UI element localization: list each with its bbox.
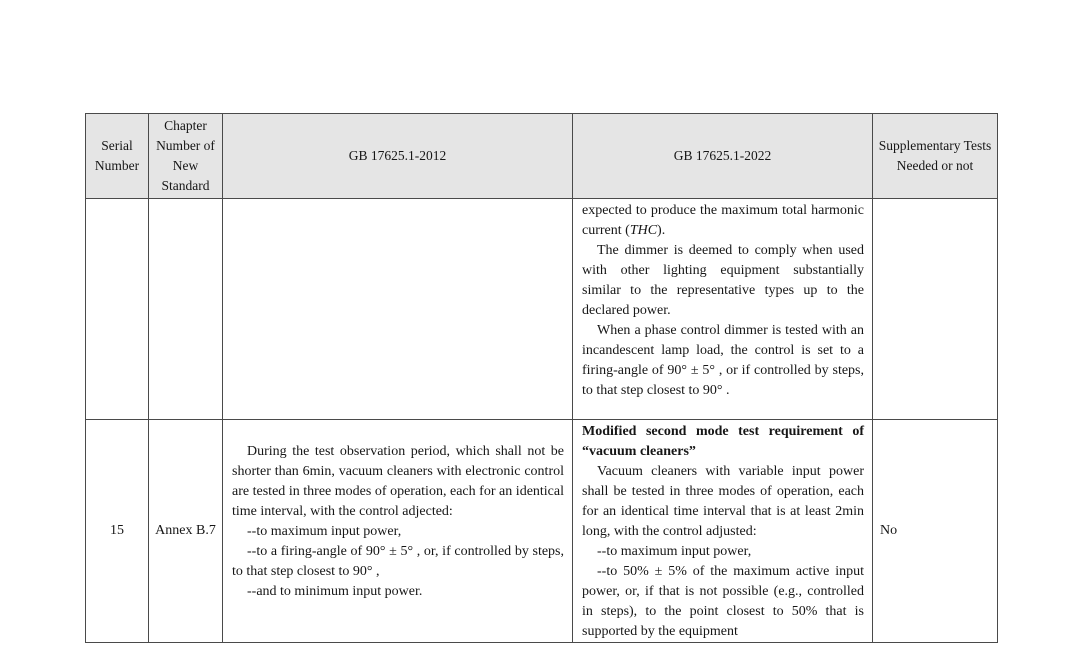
paragraph-text: ). xyxy=(657,223,666,238)
cell-chapter-number: Annex B.7 xyxy=(149,420,223,643)
italic-term-thc: THC xyxy=(629,223,658,238)
list-item-dash: --to a firing-angle of 90° ± 5° , or, if controlled by steps, to that step closest to 90° , xyxy=(232,544,564,579)
cell-gb2012-empty xyxy=(223,199,573,420)
paragraph: When a phase control dimmer is tested with an incandescent lamp load, the control is set to a firing-angle of 90° ± 5° , or if controlled by steps, to that step closest to 90° . xyxy=(582,323,864,398)
table-header-row xyxy=(86,114,998,199)
cell-gb2022-continuation xyxy=(573,199,873,420)
header-gb-2022: GB 17625.1-2022 xyxy=(573,114,873,199)
list-item-dash: --to maximum input power, xyxy=(597,544,752,559)
paragraph: The dimmer is deemed to comply when used with other lighting equipment substantially similar to the representative types up to the declared power. xyxy=(582,243,864,318)
paragraph-text: expected to produce the maximum total harmonic current ( xyxy=(582,203,864,238)
cell-supplementary-answer: No xyxy=(873,420,998,643)
paragraph: Vacuum cleaners with variable input power shall be tested in three modes of operation, each for an identical time interval that is at least 2min long, with the control adjusted: xyxy=(582,464,864,539)
list-item-dash: --to maximum input power, xyxy=(247,524,402,539)
cell-supplementary-empty xyxy=(873,199,998,420)
gb2012-requirement-text xyxy=(223,420,572,602)
list-item-dash: --and to minimum input power. xyxy=(247,584,423,599)
table-row-continuation xyxy=(86,199,998,420)
cell-chapter-empty xyxy=(149,199,223,420)
paragraph xyxy=(582,201,864,241)
modified-requirement-heading: Modified second mode test requirement of “vacuum cleaners” xyxy=(582,424,864,459)
cell-serial-empty xyxy=(86,199,149,420)
list-item-dash: --to 50% ± 5% of the maximum active input power, or, if that is not possible (e.g., controlled in steps), to the point closest to 50% that is supported by the equipment xyxy=(582,564,864,639)
header-chapter-number: Chapter Number of New Standard xyxy=(149,114,223,199)
header-gb-2012: GB 17625.1-2012 xyxy=(223,114,573,199)
header-supplementary-tests: Supplementary Tests Needed or not xyxy=(873,114,998,199)
gb2022-continuation-text xyxy=(573,199,872,401)
gb2022-requirement-text xyxy=(573,420,872,642)
standards-comparison-table xyxy=(85,113,998,643)
header-serial-number: Serial Number xyxy=(86,114,149,199)
cell-gb2022-requirement xyxy=(573,420,873,643)
cell-serial-number: 15 xyxy=(86,420,149,643)
cell-gb2012-requirement xyxy=(223,420,573,643)
table-row-15 xyxy=(86,420,998,643)
paragraph: During the test observation period, which shall not be shorter than 6min, vacuum cleaners with electronic control are tested in three modes of operation, each for an identical time interval, with the control adjected: xyxy=(232,444,564,519)
